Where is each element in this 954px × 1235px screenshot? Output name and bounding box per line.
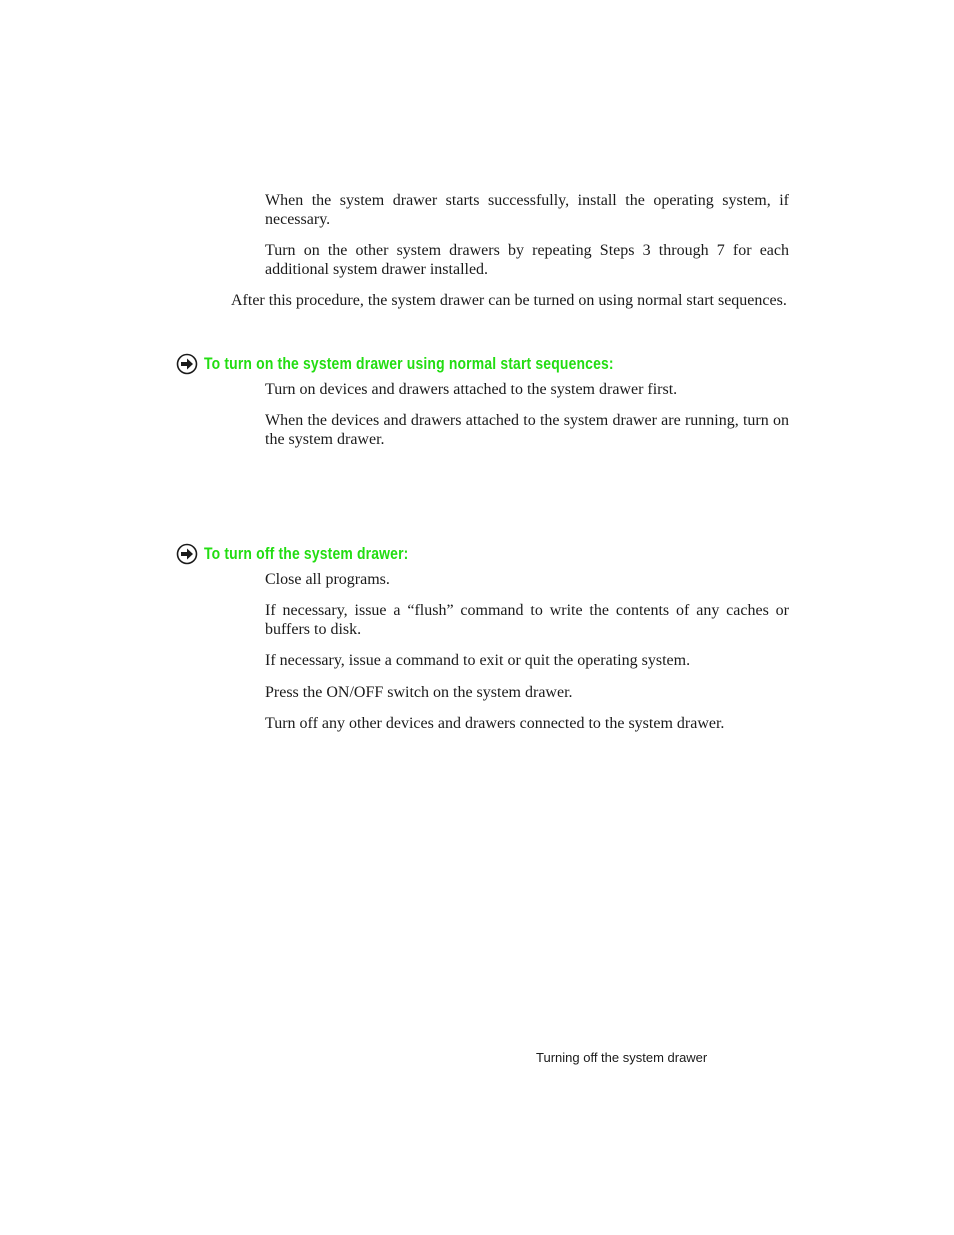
heading-text: To turn off the system drawer: [204,544,409,563]
step-turn-off-other-devices: Turn off any other devices and drawers connected to the system drawer. [265,715,725,732]
arrow-right-icon [176,543,198,565]
heading-normal-start-sequences [176,353,704,375]
step-close-programs: Close all programs. [265,571,390,588]
step-turn-on-system-drawer: When the devices and drawers attached to the system drawer are running, turn on the system drawer. [265,412,789,448]
step-issue-flush-command: If necessary, issue a “flush” command to write the contents of any caches or buffers to disk. [265,602,789,638]
procedure-note: After this procedure, the system drawer can be turned on using normal start sequences. [231,292,787,309]
running-footer-title: Turning off the system drawer [536,1050,708,1065]
step-exit-operating-system: If necessary, issue a command to exit or quit the operating system. [265,652,691,669]
heading-text: To turn on the system drawer using normal start sequences: [204,354,614,373]
step-turn-on-devices: Turn on devices and drawers attached to the system drawer first. [265,381,678,398]
step-turn-on-other-drawers: Turn on the other system drawers by repeating Steps 3 through 7 for each additional system drawer installed. [265,242,789,278]
step-install-operating-system: When the system drawer starts successfully, install the operating system, if necessary. [265,192,789,228]
arrow-right-icon [176,353,198,375]
step-press-on-off-switch: Press the ON/OFF switch on the system drawer. [265,684,573,701]
heading-turn-off-system-drawer [176,543,453,565]
